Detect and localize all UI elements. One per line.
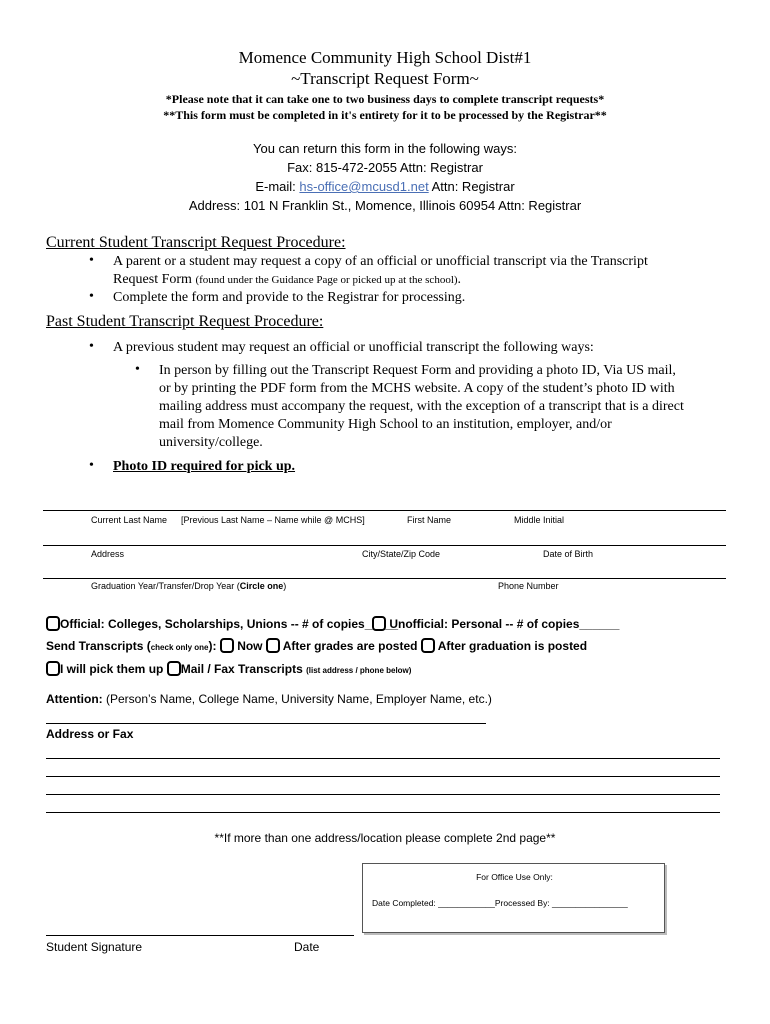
student-signature-label: Student Signature	[46, 940, 143, 954]
past-bullet-1: A previous student may request an official or unofficial transcript the following ways:	[113, 340, 594, 355]
mail-fax-label: Mail / Fax Transcripts	[180, 662, 307, 676]
attention-label: Attention:	[46, 692, 103, 706]
unofficial-option	[372, 616, 619, 631]
name-line[interactable]	[43, 510, 726, 511]
form-subtitle: ~Transcript Request Form~	[291, 69, 479, 88]
completion-note: **This form must be completed in it's entirety for it to be processed by the Registrar**	[163, 108, 607, 122]
circle-one: Circle one	[239, 581, 284, 591]
past-sub-line: or by printing the PDF form from the MCHS website. A copy of the student’s photo ID with	[159, 381, 675, 396]
delivery-row	[46, 661, 411, 676]
unofficial-checkbox[interactable]	[372, 616, 386, 631]
previous-last-name-label: [Previous Last Name – Name while @ MCHS]	[181, 515, 365, 525]
office-use-box	[362, 863, 665, 933]
return-fax: Fax: 815-472-2055 Attn: Registrar	[287, 160, 483, 175]
bullet-icon: •	[89, 289, 94, 304]
send-suffix: ):	[208, 639, 217, 653]
return-intro: You can return this form in the following ways:	[253, 141, 517, 156]
graduation-year-label	[91, 581, 286, 591]
attention-row	[46, 692, 492, 706]
signature-date-label: Date	[294, 940, 320, 954]
return-address: Address: 101 N Franklin St., Momence, Illinois 60954 Attn: Registrar	[188, 198, 582, 213]
past-sub-line: mail from Momence Community High School to an institution, employer, and/or	[159, 417, 612, 432]
bullet-icon: •	[135, 362, 140, 377]
after-graduation-checkbox[interactable]	[421, 638, 435, 653]
photo-id-required: Photo ID required for pick up.	[113, 459, 296, 474]
current-bullet-1	[113, 253, 723, 289]
email-prefix: E-mail:	[255, 179, 300, 194]
grad-suffix: )	[283, 581, 287, 591]
request-form-small: (found under the Guidance Page or picked up at the school)	[195, 274, 458, 286]
phone-number-label: Phone Number	[498, 581, 559, 591]
middle-initial-label: Middle Initial	[514, 515, 565, 525]
graduation-line[interactable]	[43, 578, 726, 579]
bullet-icon: •	[89, 458, 94, 473]
attention-line[interactable]	[46, 723, 486, 724]
first-name-label: First Name	[407, 515, 452, 525]
date-of-birth-label: Date of Birth	[543, 549, 594, 559]
address-line[interactable]	[43, 545, 726, 546]
current-bullet-2: Complete the form and provide to the Registrar for processing.	[113, 290, 466, 305]
after-graduation-label: After graduation is posted	[437, 639, 588, 653]
unofficial-label: Unofficial: Personal -- # of copies______	[389, 617, 620, 631]
address-label: Address	[91, 549, 125, 559]
address-fax-line[interactable]	[46, 794, 720, 795]
after-grades-checkbox[interactable]	[266, 638, 280, 653]
request-form-end: .	[457, 272, 462, 287]
mail-fax-checkbox[interactable]	[167, 661, 181, 676]
second-page-note: **If more than one address/location please complete 2nd page**	[214, 831, 556, 845]
past-sub-line: mailing address must accompany the request, with the exception of a transcript that is a direct	[159, 399, 684, 414]
email-suffix: Attn: Registrar	[428, 179, 515, 194]
office-use-fields: Date Completed: ____________Processed By: ________________	[372, 898, 628, 908]
grad-prefix: Graduation Year/Transfer/Drop Year (	[91, 581, 240, 591]
after-grades-label: After grades are posted	[282, 639, 418, 653]
current-bullet-1-line2	[113, 271, 723, 289]
address-fax-line[interactable]	[46, 812, 720, 813]
now-checkbox[interactable]	[220, 638, 234, 653]
send-prefix: Send Transcripts (	[46, 639, 151, 653]
signature-line[interactable]	[46, 935, 354, 936]
processing-time-note: *Please note that it can take one to two business days to complete transcript requests*	[165, 92, 605, 106]
pickup-checkbox[interactable]	[46, 661, 60, 676]
address-or-fax-label: Address or Fax	[46, 727, 134, 741]
past-sub-line: In person by filling out the Transcript Request Form and providing a photo ID, Via US mail,	[159, 363, 676, 378]
address-fax-line[interactable]	[46, 776, 720, 777]
check-only-one: check only one	[150, 643, 209, 652]
current-bullet-1-line1: A parent or a student may request a copy of an official or unofficial transcript via the Transcript	[113, 254, 648, 269]
bullet-icon: •	[89, 253, 94, 268]
official-label: Official: Colleges, Scholarships, Unions -- # of copies_____	[60, 617, 399, 631]
current-last-name-label: Current Last Name	[91, 515, 168, 525]
current-procedure-heading: Current Student Transcript Request Procedure:	[46, 234, 346, 251]
attention-hint: (Person’s Name, College Name, University Name, Employer Name, etc.)	[102, 692, 492, 706]
pickup-label: I will pick them up	[60, 662, 164, 676]
return-email	[0, 179, 770, 194]
request-form-text: Request Form	[113, 272, 196, 287]
list-address-note: (list address / phone below)	[306, 666, 412, 675]
now-label: Now	[237, 639, 263, 653]
send-transcripts-row	[46, 638, 587, 653]
form-title: Momence Community High School Dist#1	[238, 48, 532, 67]
past-procedure-heading: Past Student Transcript Request Procedure:	[46, 313, 324, 330]
office-use-title: For Office Use Only:	[476, 872, 553, 882]
bullet-icon: •	[89, 339, 94, 354]
email-link[interactable]: hs-office@mcusd1.net	[299, 179, 429, 194]
address-fax-line[interactable]	[46, 758, 720, 759]
past-sub-line: university/college.	[159, 435, 263, 450]
official-option	[46, 616, 398, 631]
official-checkbox[interactable]	[46, 616, 60, 631]
past-sub-bullet	[159, 362, 739, 452]
city-state-zip-label: City/State/Zip Code	[362, 549, 441, 559]
